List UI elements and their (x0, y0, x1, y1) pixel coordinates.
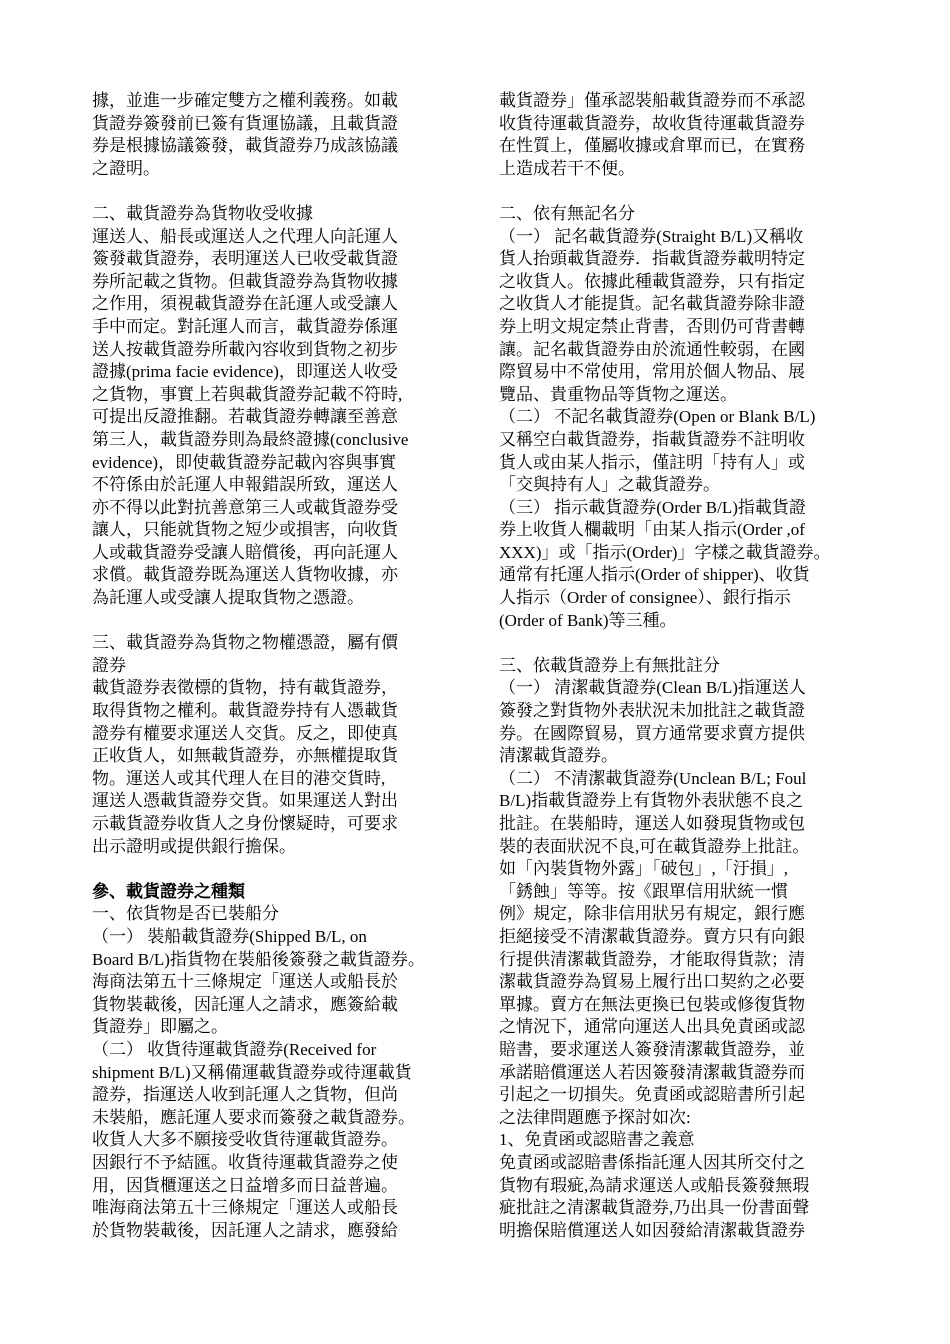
text-line: 可提出反證推翻。若載貨證券轉讓至善意 (92, 407, 398, 427)
text-line: 引起之一切損失。免責函或認賠書所引起 (499, 1085, 805, 1105)
text-line: 第三人，載貨證券則為最終證據(conclusive (92, 429, 409, 449)
text-line: 收貨人大多不願接受收貨待運載貨證券。 (92, 1130, 398, 1150)
text-line: 二、載貨證券為貨物收受收據 (92, 203, 313, 223)
text-line: (Order of Bank)等三種。 (499, 610, 677, 630)
text-line: 之情況下，通常向運送人出具免責函或認 (499, 1017, 805, 1037)
text-line: Board B/L)指貨物在裝船後簽發之載貨證券。 (92, 949, 425, 969)
text-line: （一） 裝船載貨證券(Shipped B/L, on (92, 926, 367, 946)
text-line: 之作用，須視載貨證券在託運人或受讓人 (92, 294, 398, 314)
text-line: 賠書，要求運送人簽發清潔載貨證券，並 (499, 1039, 805, 1059)
text-line: evidence)，即使載貨證券記載內容與事實 (92, 452, 397, 472)
text-line: （二） 不清潔載貨證券(Unclean B/L; Foul (499, 768, 807, 788)
text-line: 在性質上，僅屬收據或倉單而已，在實務 (499, 136, 805, 156)
text-line: 批註。在裝船時，運送人如發現貨物或包 (499, 814, 805, 833)
text-line: 「銹蝕」等等。按《跟單信用狀統一慣 (499, 881, 788, 901)
text-line: 券。在國際貿易，買方通常要求賣方提供 (499, 723, 805, 743)
text-line: B/L)指載貨證券上有貨物外表狀態不良之 (499, 791, 804, 811)
text-line: （三） 指示載貨證券(Order B/L)指載貨證 (499, 497, 806, 517)
text-line: （二） 不記名載貨證券(Open or Blank B/L) (499, 407, 816, 427)
text-line: 拒絕接受不清潔載貨證券。賣方只有向銀 (499, 926, 805, 946)
text-line: 出示證明或提供銀行擔保。 (92, 836, 296, 856)
right-text-column (499, 90, 879, 1242)
text-line: 讓人，只能就貨物之短少或損害，向收貨 (92, 520, 398, 540)
text-line: 因銀行不予結匯。收貨待運載貨證券之使 (92, 1152, 398, 1172)
text-line: 人或載貨證券受讓人賠償後，再向託運人 (92, 542, 398, 562)
text-line: 如「內裝貨物外露」「破包」,「汙損」, (499, 859, 788, 879)
text-line: 證據(prima facie evidence)，即運送人收受 (92, 362, 398, 382)
text-line: 據，並進一步確定雙方之權利義務。如載 (92, 91, 398, 110)
text-line: 於貨物裝載後，因託運人之請求，應發給 (92, 1220, 398, 1240)
text-line: 簽發載貨證券，表明運送人已收受載貨證 (92, 249, 398, 269)
text-line: 之收貨人。依據此種載貨證券，只有指定 (499, 271, 805, 291)
text-line: 券上收貨人欄載明「由某人指示(Order ,of (499, 520, 805, 540)
text-line: 際貿易中不常使用，常用於個人物品、展 (499, 362, 805, 382)
text-line: 之貨物，事實上若與載貨證券記載不符時, (92, 384, 403, 404)
paragraph-spacer (499, 180, 879, 203)
text-line: 例》規定，除非信用狀另有規定，銀行應 (499, 904, 805, 924)
text-line: 裝的表面狀況不良,可在載貨證券上批註。 (499, 836, 810, 856)
text-line: 免責函或認賠書係指託運人因其所交付之 (499, 1152, 805, 1172)
text-line: shipment B/L)又稱備運載貨證券或待運載貨 (92, 1062, 412, 1082)
text-line: 簽發之對貨物外表狀況未加批註之載貨證 (499, 701, 805, 721)
text-line: 貨人或由某人指示，僅註明「持有人」或 (499, 452, 805, 472)
section-heading: 參、載貨證券之種類 (92, 881, 245, 901)
text-line: 又稱空白載貨證券，指載貨證券不註明收 (499, 429, 805, 449)
text-line: 示載貨證券收貨人之身份懷疑時，可要求 (92, 814, 398, 833)
text-line: 通常有托運人指示(Order of shipper)、收貨 (499, 565, 810, 585)
text-line: 貨物有瑕疵,為請求運送人或船長簽發無瑕 (499, 1175, 810, 1195)
text-line: 貨人抬頭載貨證券．指載貨證券載明特定 (499, 249, 805, 269)
text-line: 物。運送人或其代理人在目的港交貨時, (92, 768, 386, 788)
text-line: 潔載貨證券為貿易上履行出口契約之必要 (499, 972, 805, 992)
text-line: 送人按載貨證券所載內容收到貨物之初步 (92, 339, 398, 359)
text-line: 讓。記名載貨證券由於流通性較弱，在國 (499, 339, 805, 359)
text-line: 券是根據協議簽發，載貨證券乃成該協議 (92, 136, 398, 156)
text-line: 疵批註之清潔載貨證券,乃出具一份書面聲 (499, 1198, 810, 1218)
text-line: 貨證券簽發前已簽有貨運協議，且載貨證 (92, 113, 398, 133)
text-line: 券所記載之貨物。但載貨證券為貨物收據 (92, 271, 398, 291)
text-line: 「交與持有人」之載貨證券。 (499, 475, 720, 495)
text-line: 覽品、貴重物品等貨物之運送。 (499, 384, 737, 404)
text-line: 單據。賣方在無法更換已包裝或修復貨物 (499, 994, 805, 1014)
text-line: 貨物裝載後，因託運人之請求，應簽給載 (92, 994, 398, 1014)
text-line: 證券，指運送人收到託運人之貨物，但尚 (92, 1085, 398, 1105)
text-line: 載貨證券表徵標的貨物，持有載貨證券， (92, 678, 398, 698)
text-line: 行提供清潔載貨證券，才能取得貨款；清 (499, 949, 805, 969)
text-line: 未裝船，應託運人要求而簽發之載貨證券。 (92, 1107, 415, 1127)
text-line: 之收貨人才能提貨。記名載貨證券除非證 (499, 294, 805, 314)
text-line: 用，因貨櫃運送之日益增多而日益普遍。 (92, 1175, 398, 1195)
text-line: 1、免責函或認賠書之義意 (499, 1130, 695, 1150)
text-line: 證券 (92, 655, 126, 675)
text-line: 載貨證券」僅承認裝船載貨證券而不承認 (499, 91, 805, 110)
text-line: 海商法第五十三條規定「運送人或船長於 (92, 972, 398, 992)
text-line: 三、載貨證券為貨物之物權憑證，屬有價 (92, 633, 398, 653)
text-line: 求償。載貨證券既為運送人貨物收據，亦 (92, 565, 398, 585)
text-line: 證券有權要求運送人交貨。反之，即使真 (92, 723, 398, 743)
text-line: 明擔保賠償運送人如因發給清潔載貨證券 (499, 1220, 805, 1240)
text-line: 之法律問題應予探討如次: (499, 1107, 691, 1127)
text-line: （一） 記名載貨證券(Straight B/L)又稱收 (499, 226, 804, 246)
paragraph-spacer (92, 610, 464, 633)
text-line: 貨證券」即屬之。 (92, 1017, 228, 1037)
text-line: 運送人憑載貨證券交貨。如果運送人對出 (92, 791, 398, 811)
paragraph-spacer (92, 180, 464, 203)
text-line: 券上明文規定禁止背書，否則仍可背書轉 (499, 316, 805, 336)
text-line: 承諾賠償運送人若因簽發清潔載貨證券而 (499, 1062, 805, 1082)
text-line: 二、依有無記名分 (499, 203, 635, 223)
text-line: 之證明。 (92, 158, 160, 178)
text-line: 取得貨物之權利。載貨證券持有人憑載貨 (92, 701, 398, 721)
text-line: 上造成若干不便。 (499, 158, 635, 178)
text-line: 運送人、船長或運送人之代理人向託運人 (92, 226, 398, 246)
text-line: 唯海商法第五十三條規定「運送人或船長 (92, 1198, 398, 1218)
text-line: 亦不得以此對抗善意第三人或載貨證券受 (92, 497, 398, 517)
paragraph-spacer (499, 632, 879, 655)
text-line: 手中而定。對託運人而言，載貨證券係運 (92, 316, 398, 336)
text-line: 不符係由於託運人申報錯誤所致，運送人 (92, 475, 398, 495)
left-text-column (92, 90, 464, 1242)
paragraph-spacer (92, 858, 464, 881)
text-line: （二） 收貨待運載貨證券(Received for (92, 1039, 377, 1059)
text-line: 一、依貨物是否已裝船分 (92, 904, 279, 924)
text-line: XXX)」或「指示(Order)」字樣之載貨證券。 (499, 542, 831, 562)
text-line: 為託運人或受讓人提取貨物之憑證。 (92, 588, 364, 608)
text-line: 人指示（Order of consignee）、銀行指示 (499, 588, 791, 608)
text-line: 三、依載貨證券上有無批註分 (499, 655, 720, 675)
text-line: 正收貨人，如無載貨證券，亦無權提取貨 (92, 746, 398, 766)
text-line: 清潔載貨證券。 (499, 746, 618, 766)
text-line: 收貨待運載貨證券，故收貨待運載貨證券 (499, 113, 805, 133)
text-line: （一） 清潔載貨證券(Clean B/L)指運送人 (499, 678, 806, 698)
